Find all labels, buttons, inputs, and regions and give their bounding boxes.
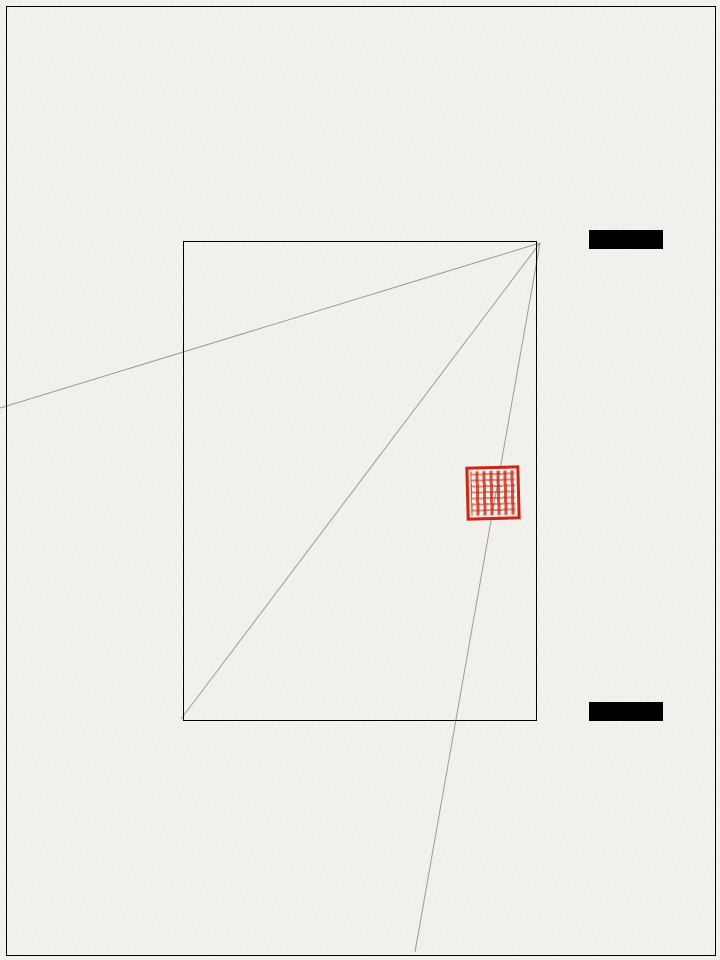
center-panel bbox=[183, 241, 537, 721]
red-seal-stamp bbox=[465, 465, 520, 520]
triet-badge bbox=[589, 230, 663, 249]
qr-code bbox=[446, 540, 530, 624]
tuan-badge bbox=[589, 702, 663, 721]
palace-grid bbox=[6, 6, 716, 956]
